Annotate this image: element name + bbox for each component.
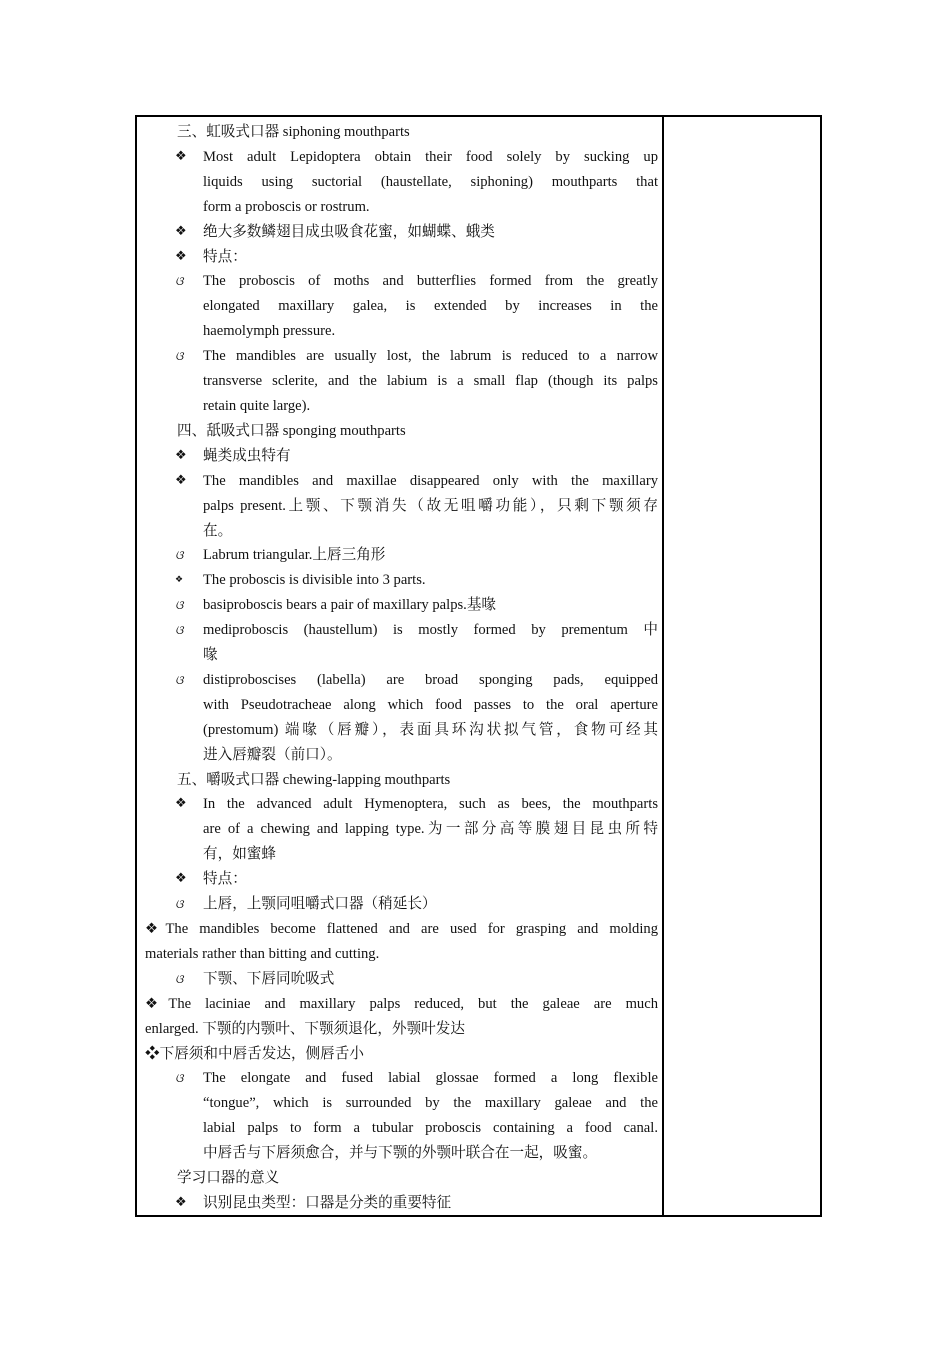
list-item: ଓ The proboscis of moths and butterflies formed from the greatly <box>145 269 658 294</box>
list-item-continuation: 在。 <box>203 522 233 539</box>
list-item-continuation: 喙 <box>203 647 218 664</box>
list-item-continuation: 进入唇瓣裂（前口）。 <box>203 746 342 763</box>
bullet-diamond-icon: ❖ <box>175 447 187 463</box>
list-item: ❖ In the advanced adult Hymenoptera, such as bees, the mouthparts <box>145 792 658 817</box>
list-item: ❖ 特点： <box>145 867 658 892</box>
bullet-loop-icon: ଓ <box>175 623 183 638</box>
section-heading: 三、虹吸式口器 siphoning mouthparts <box>177 124 410 140</box>
bullet-loop-icon: ଓ <box>175 672 183 687</box>
list-item: ❖ 蝇类成虫特有 <box>145 444 658 469</box>
bullet-loop-icon: ଓ <box>175 598 183 613</box>
list-item-continuation: liquids using suctorial (haustellate, siphoning) mouthparts that <box>203 173 658 190</box>
list-item: ଓ 下颚、下唇同吮吸式 <box>145 967 658 992</box>
bullet-loop-icon: ଓ <box>175 349 183 364</box>
bullet-diamond-icon: ❖ <box>175 796 187 812</box>
list-item-continuation: retain quite large). <box>203 397 311 414</box>
list-item: ❖ 特点： <box>145 245 658 270</box>
column-divider <box>662 117 664 1215</box>
list-item-continuation: haemolymph pressure. <box>203 323 336 340</box>
paragraph-line: enlarged. 下颚的内颚叶、下颚须退化，外颚叶发达 <box>145 1020 465 1037</box>
list-item-continuation: 有，如蜜蜂 <box>203 846 276 863</box>
list-item: ❖ The proboscis is divisible into 3 parts. <box>145 568 658 593</box>
bullet-diamond-icon: ❖ <box>175 1194 187 1210</box>
bullet-diamond-icon: ❖ <box>175 871 187 887</box>
list-item: ଓ Labrum triangular.上唇三角形 <box>145 543 658 568</box>
bullet-loop-icon: ଓ <box>175 1071 183 1086</box>
bullet-diamond-icon: ❖ <box>175 248 187 264</box>
section-heading: 四、舐吸式口器 sponging mouthparts <box>177 422 406 439</box>
list-item-continuation: are of a chewing and lapping type.为一部分高等膜翅目昆虫所特 <box>203 821 658 838</box>
list-item: ଓ distiproboscises (labella) are broad sponging pads, equipped <box>145 668 658 693</box>
bullet-diamond-icon: ❖ <box>175 575 184 586</box>
bullet-loop-icon: ଓ <box>175 274 183 289</box>
list-item: ❖ The mandibles and maxillae disappeared only with the maxillary <box>145 469 658 494</box>
left-cell <box>145 120 658 1216</box>
list-item: ଓ 上唇，上颚同咀嚼式口器（稍延长） <box>145 892 658 917</box>
list-item-continuation: (prestomum) 端喙（唇瓣），表面具环沟状拟气管，食物可经其 <box>203 721 658 738</box>
list-item: ❖ 识别昆虫类型：口器是分类的重要特征 <box>145 1191 658 1216</box>
list-item-continuation: 中唇舌与下唇须愈合，并与下颚的外颚叶联合在一起，吸蜜。 <box>203 1145 598 1162</box>
list-item: ❖ Most adult Lepidoptera obtain their food solely by sucking up <box>145 145 658 170</box>
paragraph-line: ❖下唇须和中唇舌发达，侧唇舌小 <box>145 1045 364 1062</box>
list-item-continuation: form a proboscis or rostrum. <box>203 198 370 215</box>
bullet-diamond-icon: ❖ <box>175 472 187 488</box>
section-heading: 五、嚼吸式口器 chewing-lapping mouthparts <box>177 771 451 788</box>
list-item-continuation: elongated maxillary galea, is extended by increases in the <box>203 298 658 315</box>
list-item-continuation: transverse sclerite, and the labium is a small flap (though its palps <box>203 373 658 390</box>
bullet-loop-icon: ଓ <box>175 897 183 912</box>
list-item: ଓ The elongate and fused labial glossae formed a long flexible <box>145 1066 658 1091</box>
list-item-continuation: labial palps to form a tubular proboscis containing a food canal. <box>203 1120 658 1137</box>
paragraph-line: materials rather than bitting and cutting. <box>145 945 380 962</box>
list-item-continuation: with Pseudotracheae along which food passes to the oral aperture <box>203 696 658 713</box>
list-item-continuation: “tongue”, which is surrounded by the maxillary galeae and the <box>203 1095 658 1112</box>
list-item: ଓ basiproboscis bears a pair of maxillary palps.基喙 <box>145 593 658 618</box>
bullet-diamond-icon: ❖ <box>175 223 187 239</box>
list-item-continuation: palps present.上颚、下颚消失（故无咀嚼功能），只剩下颚须存 <box>203 497 658 514</box>
bullet-loop-icon: ଓ <box>175 971 183 986</box>
content-table <box>135 115 822 1217</box>
paragraph-line: ❖The laciniae and maxillary palps reduced, but the galeae are much <box>145 995 658 1012</box>
bullet-loop-icon: ଓ <box>175 548 183 563</box>
list-item: ଓ The mandibles are usually lost, the labrum is reduced to a narrow <box>145 344 658 369</box>
list-item: ❖ 绝大多数鳞翅目成虫吸食花蜜，如蝴蝶、蛾类 <box>145 220 658 245</box>
bullet-diamond-icon: ❖ <box>175 148 187 164</box>
paragraph-line: ❖The mandibles become flattened and are used for grasping and molding <box>145 921 658 937</box>
section-heading: 学习口器的意义 <box>177 1170 280 1187</box>
list-item: ଓ mediproboscis (haustellum) is mostly formed by prementum 中 <box>145 618 658 643</box>
